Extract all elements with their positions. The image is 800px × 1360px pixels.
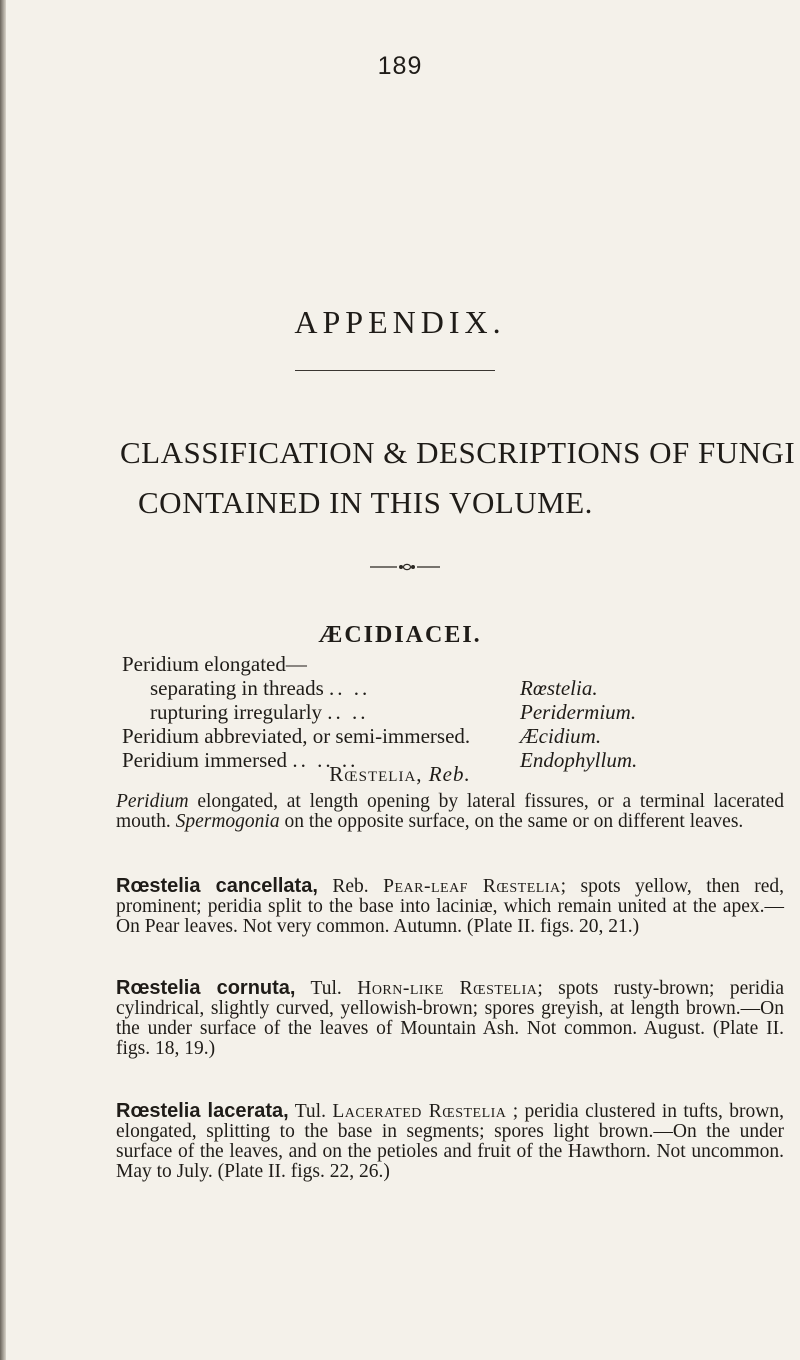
- term-peridium: Peridium: [116, 791, 189, 812]
- page-number: 189: [377, 52, 423, 80]
- species-author: Tul.: [288, 1101, 333, 1122]
- key-genus: Rœstelia.: [520, 676, 598, 700]
- key-description: Peridium immersed .. .. ..: [122, 748, 359, 772]
- genus-heading-author: Reb.: [428, 762, 471, 786]
- key-row: [122, 676, 782, 700]
- species-entry: [116, 978, 784, 1059]
- key-description: Peridium abbreviated, or semi-immersed.: [122, 724, 471, 748]
- genus-heading-name: Rœstelia,: [329, 762, 423, 786]
- species-description: ; peridia clustered in tufts, brown, elongated, splitting to the base in segments; spores light brown.—On the under surface of the leaves, and on the petioles and fruit of the Hawthorn. Not uncommon. May to July. (Plate II. figs. 22, 26.): [116, 1101, 784, 1182]
- key-row: [122, 652, 782, 676]
- key-row: [122, 724, 782, 748]
- species-description: ; spots rusty-brown; peridia cylindrical, slightly curved, yellowish-brown; spores greyish, at length brown.—On the under surface of the leaves of Mountain Ash. Not common. August. (Plate II. figs. 18, 19.): [116, 978, 784, 1059]
- ornament-divider: [370, 563, 440, 571]
- binding-edge: [0, 0, 6, 1360]
- section-title: [120, 428, 800, 528]
- key-description: rupturing irregularly .. ..: [150, 700, 369, 724]
- section-title-line-1: CLASSIFICATION & DESCRIPTIONS OF FUNGI: [120, 435, 796, 470]
- species-common-name: Pear-leaf Rœstelia: [383, 876, 561, 897]
- species-entry: [116, 1101, 784, 1182]
- species-common-name: Horn-like Rœstelia: [357, 978, 538, 999]
- family-name: ÆCIDIACEI.: [318, 622, 482, 648]
- genus-key: [122, 652, 782, 772]
- key-description: separating in threads .. ..: [150, 676, 371, 700]
- title-divider: [295, 370, 495, 371]
- section-title-line-2: CONTAINED IN THIS VOLUME.: [138, 485, 593, 520]
- key-row: [122, 700, 782, 724]
- species-name: Rœstelia cancellata,: [116, 875, 318, 897]
- species-entry: [116, 876, 784, 937]
- genus-heading: [0, 762, 800, 787]
- appendix-title: APPENDIX.: [294, 304, 506, 340]
- key-genus: Endophyllum.: [520, 748, 638, 772]
- species-description: ; spots yellow, then red, prominent; peridia split to the base into laciniæ, which remain united at the apex.—On Pear leaves. Not very common. Autumn. (Plate II. figs. 20, 21.): [116, 876, 785, 937]
- genus-description: Peridium elongated, at length opening by lateral fissures, or a terminal lacerated mouth. Spermogonia on the opposite surface, on the same or on different leaves.: [116, 791, 784, 832]
- species-author: Tul.: [295, 978, 358, 999]
- species-author: Reb.: [317, 876, 384, 897]
- key-genus: Æcidium.: [520, 724, 602, 748]
- species-name: Rœstelia cornuta,: [116, 977, 296, 999]
- key-genus: Peridermium.: [520, 700, 637, 724]
- species-common-name: Lacerated Rœstelia: [332, 1101, 507, 1122]
- term-spermogonia: Spermogonia: [175, 811, 280, 832]
- species-name: Rœstelia lacerata,: [116, 1100, 289, 1122]
- key-description: Peridium elongated—: [122, 652, 307, 676]
